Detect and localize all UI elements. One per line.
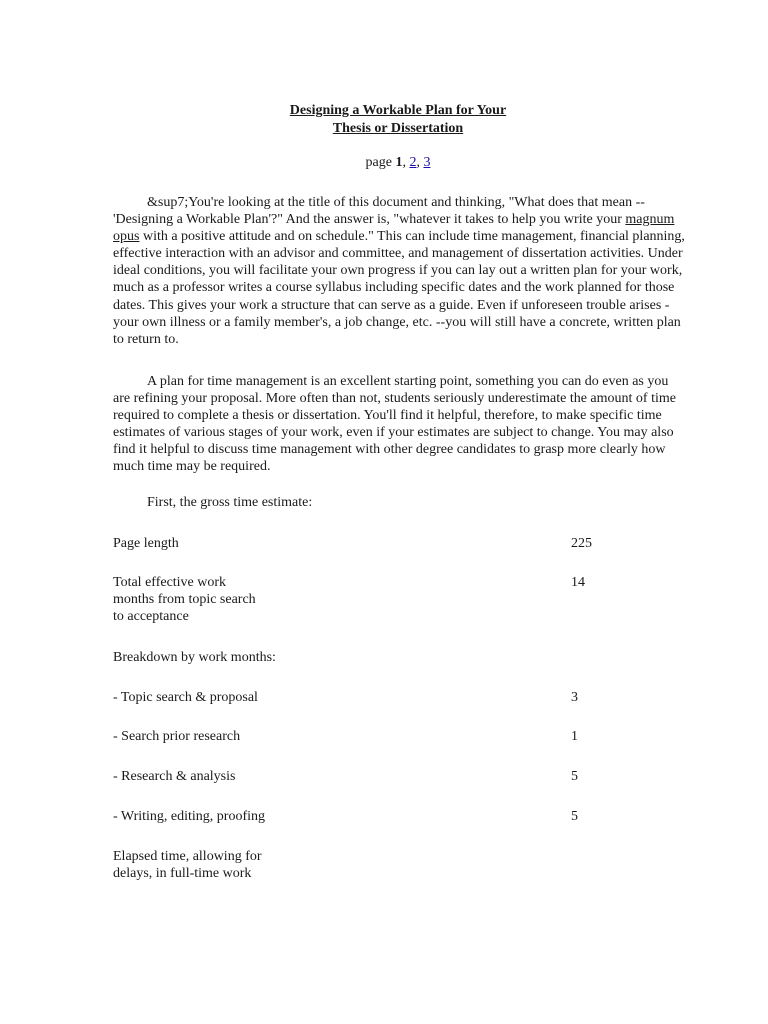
prior-research-value: 1: [571, 729, 578, 744]
research-analysis-label: - Research & analysis: [113, 769, 236, 784]
document-title-line-2: Thesis or Dissertation: [332, 121, 464, 136]
intro-paragraph-start: &sup7;You're looking at the title of this document and thinking, "What does that mean --'Designing a Workable Plan'?" And the answer is, "whatever it takes to help you write your: [113, 195, 645, 228]
total-months-label: [113, 574, 303, 625]
total-months-label-line-3: to acceptance: [113, 609, 189, 625]
page-separator-2: ,: [416, 155, 424, 170]
page-separator-1: ,: [402, 155, 410, 170]
topic-search-label: - Topic search & proposal: [113, 690, 258, 705]
intro-paragraph: [113, 194, 688, 348]
prior-research-label: - Search prior research: [113, 729, 241, 744]
page-navigation: [0, 155, 768, 171]
page-3-link[interactable]: 3: [423, 155, 431, 170]
elapsed-time-label-line-2: delays, in full-time work: [113, 866, 252, 882]
document-title-line-1: Designing a Workable Plan for Your: [289, 103, 507, 118]
time-management-paragraph: A plan for time management is an excellent starting point, something you can do even as you are refining your proposal. More often than not, students seriously underestimate the amount of time required to complete a thesis or dissertation. You'll find it helpful, therefore, to make specific time estimates of various stages of your work, even if your estimates are subject to change. You may also find it helpful to discuss time management with other degree candidates to grasp more clearly how much time may be required.: [113, 374, 676, 475]
page-length-value: 225: [571, 536, 592, 551]
magnum-opus-emphasis: magnum opus: [113, 212, 675, 245]
page-2-link[interactable]: 2: [409, 155, 417, 170]
total-months-label-line-1: Total effective work: [113, 575, 227, 590]
page-prefix: page: [365, 155, 396, 170]
intro-paragraph-end: with a positive attitude and on schedule." This can include time management, financial planning, effective interaction with an advisor and committee, and management of dissertation activities. Under ideal conditions, you will facilitate your own progress if you can lay out a written plan for your work, much as a professor writes a course syllabus including specific dates and the work planned for those dates. This gives your work a structure that can serve as a guide. Even if unforeseen trouble arises - your own illness or a family member's, a job change, etc. --you will still have a concrete, written plan to return to.: [113, 229, 685, 347]
total-months-value: 14: [571, 575, 585, 590]
writing-label: - Writing, editing, proofing: [113, 809, 265, 824]
breakdown-heading: Breakdown by work months:: [113, 650, 276, 665]
writing-value: 5: [571, 809, 578, 824]
elapsed-time-label-line-1: Elapsed time, allowing for: [113, 849, 262, 864]
elapsed-time-label: [113, 848, 303, 882]
research-analysis-value: 5: [571, 769, 578, 784]
topic-search-value: 3: [571, 690, 578, 705]
current-page-number: 1: [395, 155, 403, 170]
total-months-label-line-2: months from topic search: [113, 592, 256, 608]
gross-estimate-intro: First, the gross time estimate:: [147, 495, 313, 510]
page-length-label: Page length: [113, 536, 179, 551]
